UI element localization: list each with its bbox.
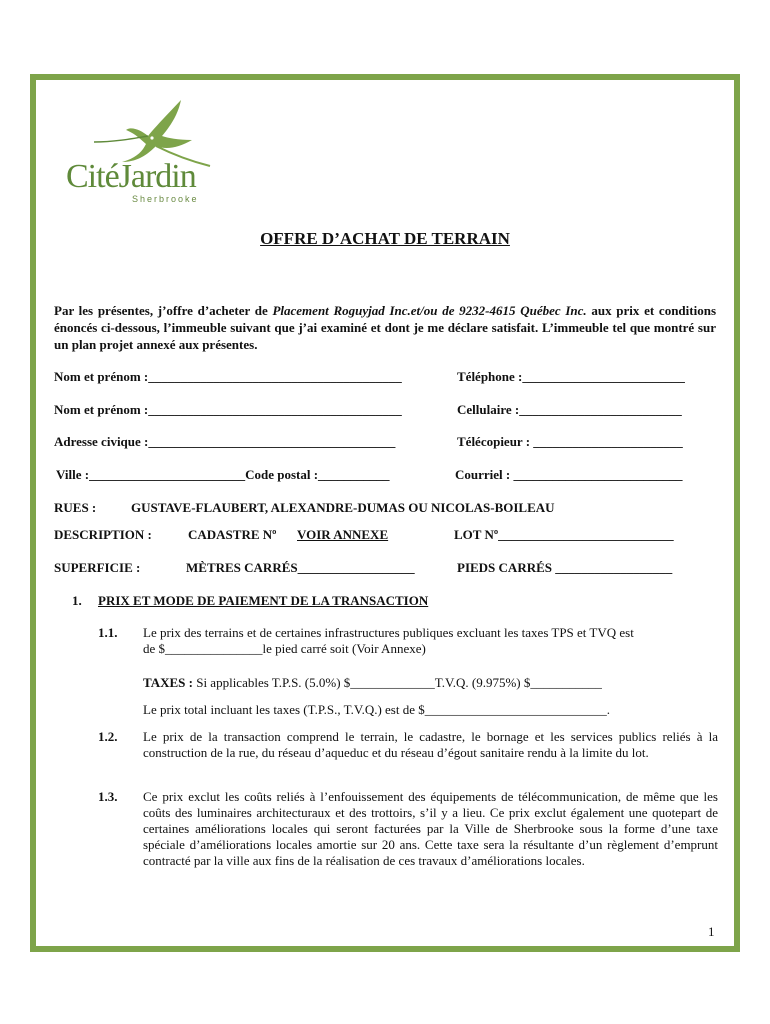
cite-jardin-logo <box>58 96 218 208</box>
clause-1-1-number: 1.1. <box>98 625 118 640</box>
rues-value: GUSTAVE-FLAUBERT, ALEXANDRE-DUMAS OU NICOLAS-BOILEAU <box>131 500 555 515</box>
logo-wordmark: CitéJardin <box>66 158 196 195</box>
description-label: DESCRIPTION : <box>54 527 152 542</box>
logo-subtitle: Sherbrooke <box>132 194 199 204</box>
taxes-text: Si applicables T.P.S. (5.0%) $_____________T.V.Q. (9.975%) $___________ <box>192 675 602 690</box>
courriel-field[interactable]: Courriel : __________________________ <box>455 467 683 482</box>
name-field-1[interactable]: Nom et prénom :_______________________________________ <box>54 369 402 384</box>
telecopieur-field[interactable]: Télécopieur : _______________________ <box>457 434 683 449</box>
page-title: OFFRE D’ACHAT DE TERRAIN <box>260 229 510 248</box>
clause-1-2-number: 1.2. <box>98 729 118 744</box>
section-1-number: 1. <box>72 593 82 608</box>
section-1-title: PRIX ET MODE DE PAIEMENT DE LA TRANSACTION <box>98 593 429 608</box>
clause-1-1-line-2: de $_______________le pied carré soit (Voir Annexe) <box>143 641 426 656</box>
pieds-carres-field[interactable]: PIEDS CARRÉS __________________ <box>457 560 673 575</box>
name-field-2[interactable]: Nom et prénom :_______________________________________ <box>54 402 402 417</box>
lot-field[interactable]: LOT Nº___________________________ <box>454 527 674 542</box>
clause-1-3-number: 1.3. <box>98 789 118 804</box>
superficie-label: SUPERFICIE : <box>54 560 141 575</box>
intro-part-1: Par les présentes, j’offre d’acheter de <box>54 303 273 318</box>
taxes-line <box>143 675 602 691</box>
telephone-field[interactable]: Téléphone :_________________________ <box>457 369 685 384</box>
intro-paragraph <box>54 302 716 353</box>
metres-carres-field[interactable]: MÈTRES CARRÉS__________________ <box>186 560 415 575</box>
clause-1-2-text: Le prix de la transaction comprend le terrain, le cadastre, le bornage et les services publics reliés à la construction de la rue, du réseau d’aqueduc et du réseau d’égout sanitaire rendu à la limite du lot. <box>143 729 718 760</box>
voir-annexe: VOIR ANNEXE <box>297 527 389 542</box>
intro-part-2: aux prix et conditions énoncés ci-dessous, l’immeuble suivant que j’ai examiné et dont je me déclare satisfait. L’immeuble tel que montré sur un plan projet annexé aux présentes. <box>54 303 717 352</box>
taxes-label: TAXES : <box>143 675 193 690</box>
address-field[interactable]: Adresse civique :______________________________________ <box>54 434 396 449</box>
city-postal-field[interactable]: Ville :________________________Code postal :___________ <box>56 467 390 482</box>
intro-company: Placement Roguyjad Inc.et/ou de 9232-4615 Québec Inc. <box>272 303 587 318</box>
clause-1-3-text: Ce prix exclut les coûts reliés à l’enfouissement des équipements de télécommunication, de même que les coûts des luminaires architecturaux et des trottoirs, s’il y a lieu. Ce prix exclut également une quotepart de certaines améliorations locales qui seront facturées par la Ville de Sherbrooke sous la forme d’une taxe spéciale d’améliorations locales amortie sur 20 ans. Cette taxe sera la résultante d’un règlement d’emprunt contracté par la ville aux fins de la réalisation de ces travaux d’améliorations locales. <box>143 789 718 868</box>
clause-1-1-line-1: Le prix des terrains et de certaines infrastructures publiques excluant les taxes TPS et TVQ est <box>143 625 634 640</box>
cellulaire-field[interactable]: Cellulaire :_________________________ <box>457 402 682 417</box>
page-number: 1 <box>708 924 715 939</box>
total-line: Le prix total incluant les taxes (T.P.S., T.V.Q.) est de $____________________________. <box>143 702 610 717</box>
cadastre-label: CADASTRE Nº <box>188 527 277 542</box>
rues-label: RUES : <box>54 500 97 515</box>
